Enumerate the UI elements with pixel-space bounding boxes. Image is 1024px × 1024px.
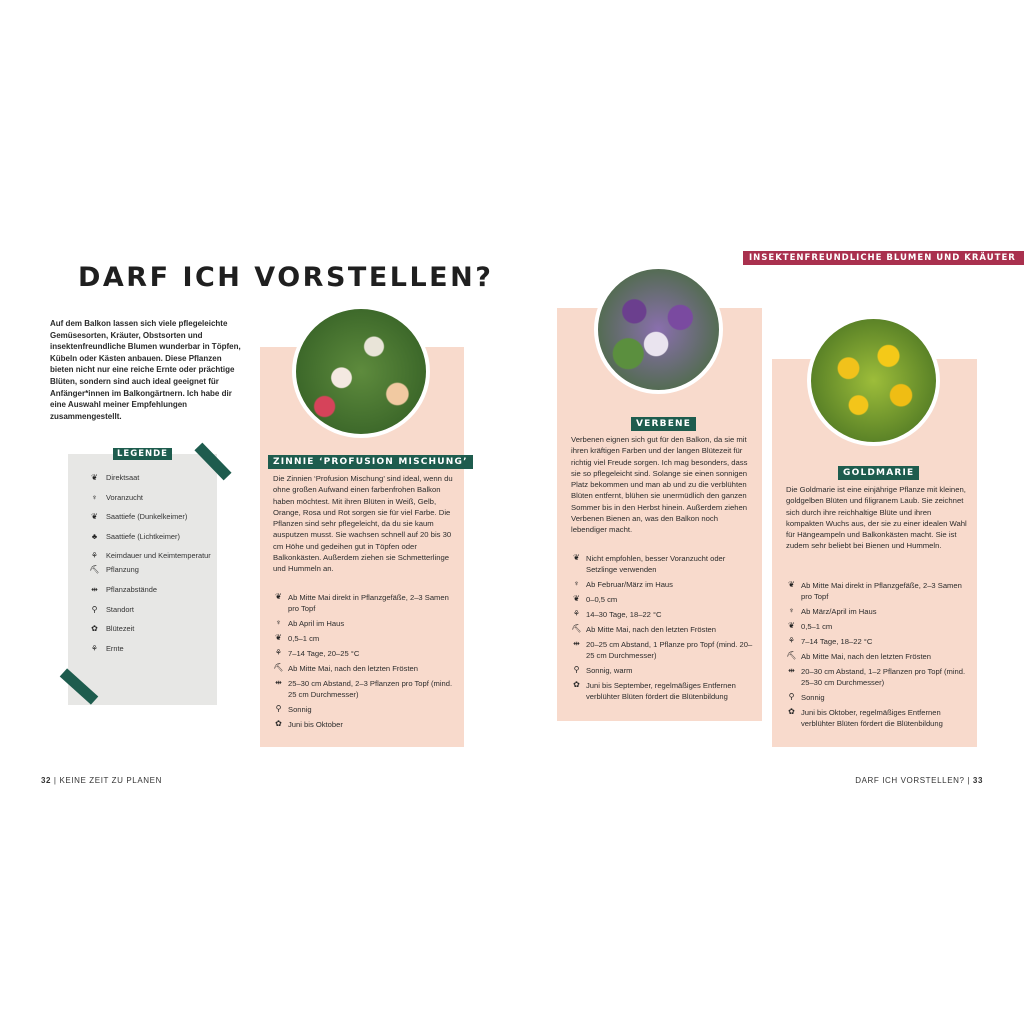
location-pin-icon: ⚲ <box>275 704 282 713</box>
fact-row <box>786 651 972 662</box>
legend-item-label: Pflanzung <box>106 565 139 575</box>
harvest-icon: ⚘ <box>90 643 99 653</box>
sowing-depth-dark-icon: ❦ <box>91 512 98 522</box>
fact-text: 20–30 cm Abstand, 1–2 Pflanzen pro Topf (mind. 25–30 cm Durchmesser) <box>801 667 966 687</box>
fact-row <box>786 580 972 602</box>
fact-text: 0,5–1 cm <box>288 634 320 643</box>
footer-left: 32 | KEINE ZEIT ZU PLANEN <box>41 776 162 785</box>
fact-row <box>273 633 459 644</box>
fact-text: Ab Mitte Mai, nach den letzten Frösten <box>801 652 932 661</box>
sowing-depth-light-icon: ♣ <box>91 531 98 541</box>
zinnia-photo <box>292 305 430 438</box>
fact-row <box>786 707 972 729</box>
plant-facts <box>273 592 459 734</box>
fact-row <box>273 618 459 629</box>
footer-right-text: DARF ICH VORSTELLEN? <box>855 776 965 785</box>
flower-icon: ✿ <box>275 719 282 728</box>
fact-row <box>786 621 972 632</box>
legend-item-label: Pflanzabstände <box>106 584 157 594</box>
page-number-right: 33 <box>972 776 983 785</box>
plant-description: Die Zinnien ‘Profusion Mischung’ sind ideal, wenn du ohne großen Aufwand einen farbenfrohen Balkon haben möchtest. Mit ihren Blüten in Weiß, Gelb, Orange, Rosa und Rot sorgen sie für viel Farbe. Die Pflanzen sind sehr pflegeleicht, da du sie kaum ausputzen musst. Sie wachsen schnell auf 20 bis 30 cm Höhe und gedeihen gut in Töpfen oder Balkonkästen. Außerdem ziehen sie Schmetterlinge und Hummeln an. <box>273 474 453 574</box>
planting-icon: ⛏ <box>273 663 284 672</box>
planting-icon: ⛏ <box>786 651 797 660</box>
legend-title: LEGENDE <box>113 448 172 460</box>
fact-row <box>571 665 757 676</box>
sowing-depth-icon: ❦ <box>788 621 795 630</box>
fact-text: Ab März/April im Haus <box>801 607 877 616</box>
legend-item-label: Keimdauer und Keimtemperatur <box>106 551 211 561</box>
fact-text: Nicht empfohlen, besser Voranzucht oder Setzlinge verwenden <box>586 554 726 574</box>
fact-row <box>571 609 757 620</box>
location-pin-icon: ⚲ <box>788 692 795 701</box>
pre-cultivation-icon: ♆ <box>91 492 98 502</box>
direct-sowing-icon: ❦ <box>275 592 282 601</box>
fact-text: 20–25 cm Abstand, 1 Pflanze pro Topf (mind. 20–25 cm Durchmesser) <box>586 640 753 660</box>
fact-text: Ab Mitte Mai direkt in Pflanzgefäße, 2–3 Samen pro Topf <box>801 581 962 601</box>
legend-item <box>89 493 214 503</box>
spacing-icon: ⇹ <box>91 584 98 594</box>
fact-text: Juni bis September, regelmäßiges Entfernen verblühter Blüten fördert die Blütenbildung <box>586 681 736 701</box>
legend-item-label: Ernte <box>106 643 124 653</box>
fact-text: 7–14 Tage, 20–25 °C <box>288 649 360 658</box>
fact-text: Juni bis Oktober <box>288 720 343 729</box>
goldmarie-photo <box>807 315 940 446</box>
fact-text: 0,5–1 cm <box>801 622 833 631</box>
fact-row <box>273 648 459 659</box>
fact-row <box>571 680 757 702</box>
verbena-photo <box>594 265 723 394</box>
pre-cultivation-icon: ♆ <box>788 606 795 615</box>
legend-item-label: Blütezeit <box>106 624 135 634</box>
germination-icon: ⚘ <box>572 609 581 618</box>
fact-row <box>786 666 972 688</box>
fact-text: Sonnig, warm <box>586 666 633 675</box>
fact-text: 14–30 Tage, 18–22 °C <box>586 610 662 619</box>
fact-row <box>273 704 459 715</box>
legend-item <box>89 644 214 654</box>
legend-item <box>89 585 214 595</box>
fact-row <box>273 719 459 730</box>
germination-icon: ⚘ <box>90 551 99 561</box>
spacing-icon: ⇹ <box>573 639 580 648</box>
sowing-depth-icon: ❦ <box>573 594 580 603</box>
fact-text: 0–0,5 cm <box>586 595 618 604</box>
legend-item-label: Saattiefe (Dunkelkeimer) <box>106 512 188 522</box>
flower-icon: ✿ <box>91 624 98 634</box>
germination-icon: ⚘ <box>274 648 283 657</box>
fact-text: Juni bis Oktober, regelmäßiges Entfernen verblühter Blüten fördert die Blütenbildung <box>801 708 943 728</box>
plant-description: Verbenen eignen sich gut für den Balkon, da sie mit ihren kräftigen Farben und der langen Blütezeit für richtig viel Freude sorgen. Ich mag besonders, dass sie so pflegeleicht sind. Solange sie einen sonnigen Platz bekommen und man ab und zu die verblühten Blüten entfernt, blühen sie unermüdlich den ganzen Sommer bis in den Herbst hinein. Außerdem ziehen Verbenen Bienen an, was den Balkon noch lebendiger macht. <box>571 435 748 535</box>
fact-text: Ab Februar/März im Haus <box>586 580 673 589</box>
fact-row <box>273 592 459 614</box>
direct-sowing-icon: ❦ <box>788 580 795 589</box>
footer-left-text: KEINE ZEIT ZU PLANEN <box>59 776 162 785</box>
plant-facts <box>571 553 757 706</box>
direct-sowing-icon: ❦ <box>91 473 98 482</box>
legend-item-label: Direktsaat <box>106 473 140 482</box>
fact-row <box>273 663 459 674</box>
plant-facts <box>786 580 972 733</box>
plant-name: GOLDMARIE <box>838 466 919 480</box>
fact-row <box>571 624 757 635</box>
flower-icon: ✿ <box>573 680 580 689</box>
legend-item <box>89 605 214 615</box>
sowing-depth-icon: ❦ <box>275 633 282 642</box>
plant-description: Die Goldmarie ist eine einjährige Pflanze mit kleinen, goldgelben Blüten und filigranem Laub. Sie zeichnet sich durch ihre reichhaltige Blüte und ihren kompakten Wuchs aus, der sie zu einer idealen Wahl für Hängeampeln und Balkonkästen macht. Sie ist zudem sehr beliebt bei Bienen und Hummeln. <box>786 485 967 551</box>
legend-item <box>89 565 214 575</box>
fact-text: Sonnig <box>288 705 312 714</box>
pre-cultivation-icon: ♆ <box>275 618 282 627</box>
planting-icon: ⛏ <box>89 565 100 575</box>
page-number-left: 32 <box>41 776 52 785</box>
fact-text: Ab April im Haus <box>288 619 345 628</box>
fact-text: Ab Mitte Mai, nach den letzten Frösten <box>586 625 717 634</box>
fact-row <box>786 692 972 703</box>
fact-row <box>571 639 757 661</box>
legend-item <box>89 512 214 522</box>
fact-text: 25–30 cm Abstand, 2–3 Pflanzen pro Topf (mind. 25 cm Durchmesser) <box>288 679 453 699</box>
legend-item-label: Voranzucht <box>106 492 143 502</box>
flower-icon: ✿ <box>788 707 795 716</box>
legend-item <box>89 532 214 542</box>
legend-list <box>89 473 214 663</box>
fact-row <box>571 579 757 590</box>
spacing-icon: ⇹ <box>275 678 282 687</box>
germination-icon: ⚘ <box>787 636 796 645</box>
location-pin-icon: ⚲ <box>91 604 98 614</box>
legend-item <box>89 551 214 561</box>
legend-item <box>89 624 214 634</box>
fact-text: Ab Mitte Mai, nach den letzten Frösten <box>288 664 419 673</box>
fact-text: Ab Mitte Mai direkt in Pflanzgefäße, 2–3 Samen pro Topf <box>288 593 449 613</box>
spacing-icon: ⇹ <box>788 666 795 675</box>
legend-item-label: Standort <box>106 604 134 614</box>
location-pin-icon: ⚲ <box>573 665 580 674</box>
direct-sowing-icon: ❦ <box>573 553 580 562</box>
legend-item-label: Saattiefe (Lichtkeimer) <box>106 531 180 541</box>
fact-row <box>571 594 757 605</box>
page-title: DARF ICH VORSTELLEN? <box>78 262 494 293</box>
fact-text: 7–14 Tage, 18–22 °C <box>801 637 873 646</box>
fact-row <box>786 636 972 647</box>
fact-row <box>273 678 459 700</box>
pre-cultivation-icon: ♆ <box>573 579 580 588</box>
fact-text: Sonnig <box>801 693 825 702</box>
plant-name: VERBENE <box>631 417 696 431</box>
footer-right: DARF ICH VORSTELLEN? | 33 <box>855 776 983 785</box>
planting-icon: ⛏ <box>571 624 582 633</box>
fact-row <box>571 553 757 575</box>
legend-item <box>89 473 214 483</box>
plant-name: ZINNIE ‘PROFUSION MISCHUNG’ <box>268 455 473 469</box>
fact-row <box>786 606 972 617</box>
section-banner: INSEKTENFREUNDLICHE BLUMEN UND KRÄUTER <box>743 251 1024 265</box>
intro-text: Auf dem Balkon lassen sich viele pflegeleichte Gemüsesorten, Kräuter, Obstsorten und insektenfreundliche Blumen wunderbar in Töpfen, Kübeln oder Kästen anbauen. Diese Pflanzen bieten nicht nur eine reiche Ernte oder prächtige Blüten, sondern sind auch ideal geeignet für Anfänger*innen im Balkongärtnern. Ich habe dir eine Auswahl meiner Empfehlungen zusammengestellt. <box>50 319 241 421</box>
